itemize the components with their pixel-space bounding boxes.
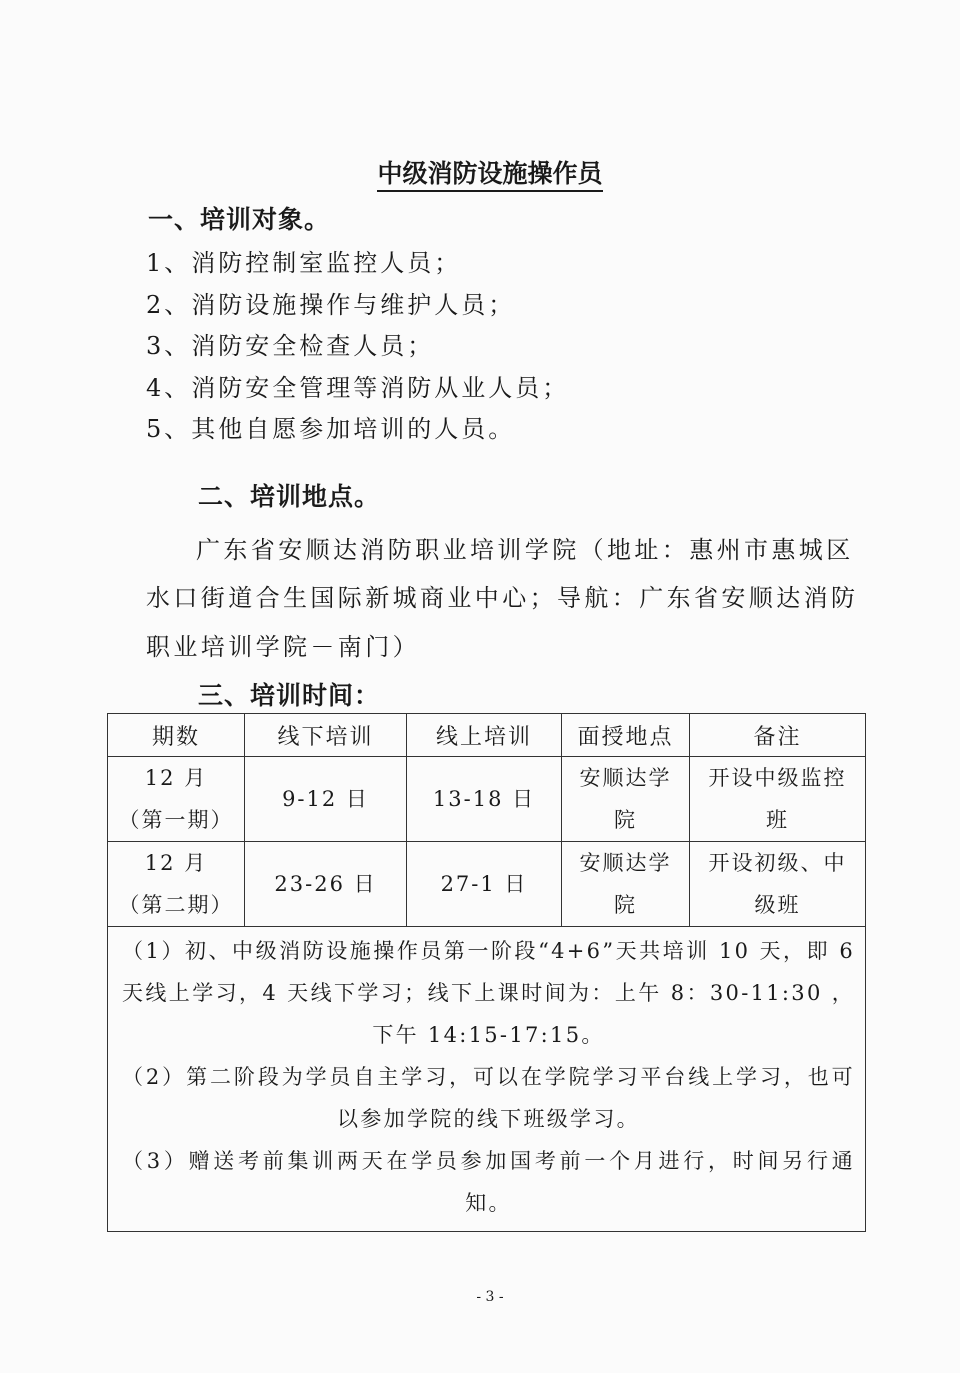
schedule-table (107, 713, 866, 1232)
remark-text-1: 开设中级监控 (708, 766, 847, 790)
section-2-heading: 二、培训地点。 (198, 482, 381, 511)
period-cell (108, 842, 245, 927)
target-item-3: 3、消防安全检查人员； (146, 332, 435, 360)
document-title: 中级消防设施操作员 (0, 154, 960, 190)
page-number: - 3 - (476, 1289, 504, 1305)
target-item-1: 1、消防控制室监控人员； (146, 249, 462, 277)
location-cell (562, 842, 690, 927)
location-line-3: 职业培训学院－南门） (146, 633, 420, 661)
period-month: 12 月 (144, 851, 208, 875)
note-2: （2）第二阶段为学员自主学习，可以在学院学习平台线上学习，也可以参加学院的线下班级学习。 (122, 1065, 855, 1131)
section-1-heading: 一、培训对象。 (148, 205, 331, 234)
table-row (108, 842, 866, 927)
header-remark: 备注 (690, 714, 866, 757)
remark-text-2: 班 (766, 808, 789, 832)
period-label: （第一期） (118, 808, 234, 832)
table-row (108, 757, 866, 842)
target-item-2: 2、消防设施操作与维护人员； (146, 291, 516, 319)
remark-cell (690, 757, 866, 842)
location-line-1: 广东省安顺达消防职业培训学院（地址：惠州市惠城区 (196, 536, 854, 564)
header-period: 期数 (108, 714, 245, 757)
header-online: 线上培训 (407, 714, 562, 757)
location-text-1: 安顺达学 (579, 851, 672, 875)
period-month: 12 月 (144, 766, 208, 790)
target-item-5: 5、其他自愿参加培训的人员。 (146, 415, 516, 443)
notes-row (108, 927, 866, 1232)
remark-text-2: 级班 (754, 893, 801, 917)
period-label: （第二期） (118, 893, 234, 917)
location-text-2: 院 (614, 808, 637, 832)
online-cell: 27-1 日 (407, 842, 562, 927)
table-header-row (108, 714, 866, 757)
location-line-2: 水口街道合生国际新城商业中心；导航：广东省安顺达消防 (146, 584, 859, 612)
note-3: （3）赠送考前集训两天在学员参加国考前一个月进行，时间另行通知。 (122, 1149, 855, 1215)
notes-cell (108, 927, 866, 1232)
online-cell: 13-18 日 (407, 757, 562, 842)
period-cell (108, 757, 245, 842)
offline-cell: 9-12 日 (245, 757, 407, 842)
note-1: （1）初、中级消防设施操作员第一阶段“4+6”天共培训 10 天，即 6 天线上学习，4 天线下学习；线下上课时间为：上午 8：30-11:30 ，下午 14:15-17:15。 (122, 939, 855, 1047)
remark-text-1: 开设初级、中 (708, 851, 847, 875)
target-item-4: 4、消防安全管理等消防从业人员； (146, 374, 570, 402)
header-location: 面授地点 (562, 714, 690, 757)
section-3-heading: 三、培训时间： (198, 681, 381, 710)
location-text-1: 安顺达学 (579, 766, 672, 790)
location-text-2: 院 (614, 893, 637, 917)
remark-cell (690, 842, 866, 927)
header-offline: 线下培训 (245, 714, 407, 757)
location-cell (562, 757, 690, 842)
offline-cell: 23-26 日 (245, 842, 407, 927)
